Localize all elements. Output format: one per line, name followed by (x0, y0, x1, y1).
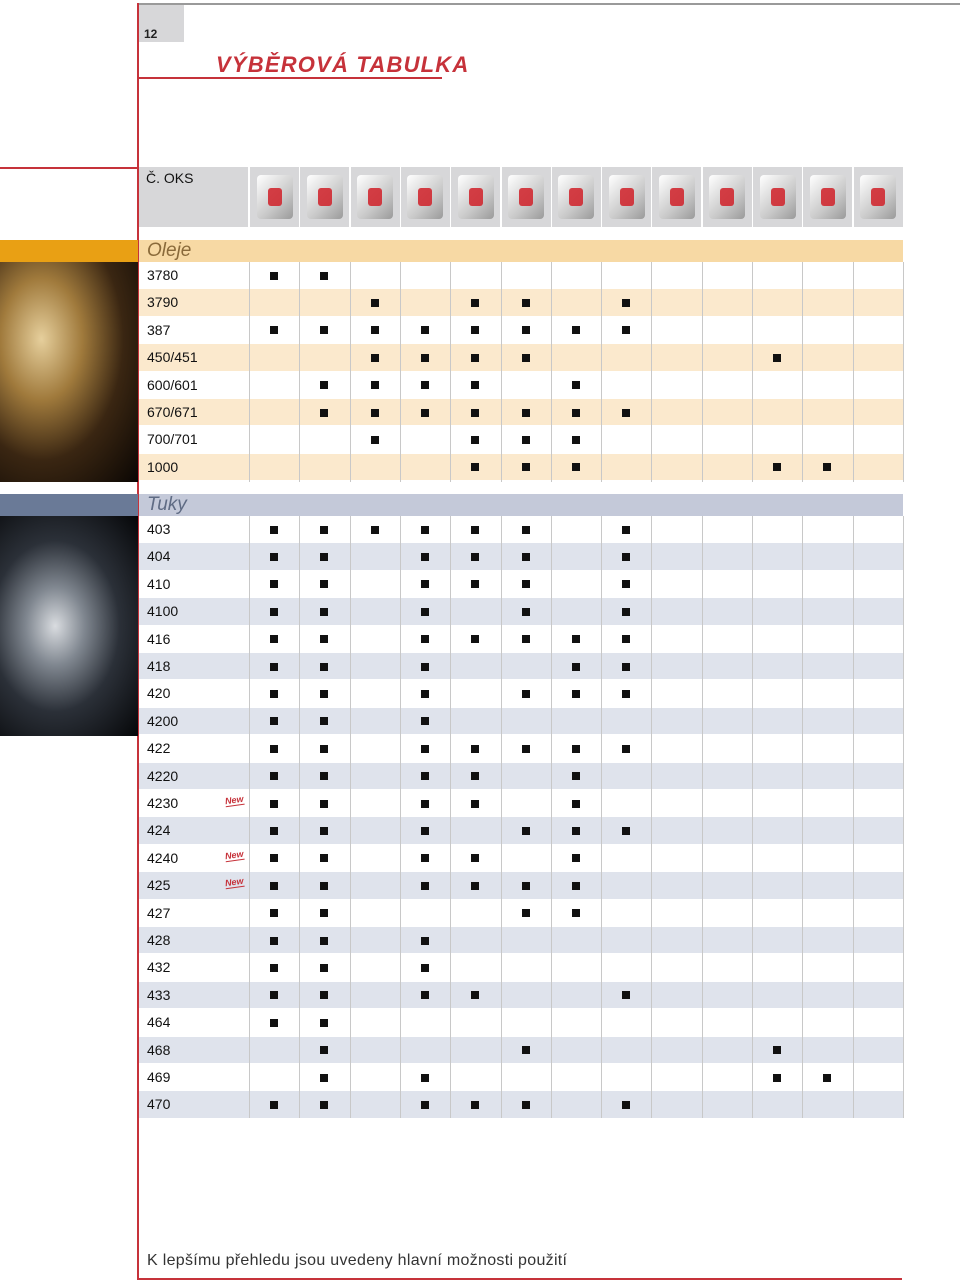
application-mark (320, 326, 328, 334)
bolt-icon-image (659, 175, 695, 219)
grid-column-line (400, 516, 401, 1118)
grid-column-line (853, 516, 854, 1118)
grid-column-line (249, 262, 250, 482)
grid-column-line (249, 516, 250, 1118)
table-row (139, 708, 903, 735)
slide-guide-icon-image (508, 175, 544, 219)
linear-guide-icon (552, 167, 601, 227)
table-row (139, 372, 903, 399)
application-mark (622, 663, 630, 671)
grease-photo-ball-bearing (0, 516, 138, 736)
table-row (139, 543, 903, 570)
table-row (139, 872, 903, 899)
application-mark (270, 745, 278, 753)
application-mark (270, 526, 278, 534)
application-mark (522, 526, 530, 534)
application-mark (572, 772, 580, 780)
table-row (139, 680, 903, 707)
new-badge: New (224, 848, 245, 862)
table-row (139, 1009, 903, 1036)
application-mark (471, 991, 479, 999)
table-row (139, 1091, 903, 1118)
application-mark (522, 409, 530, 417)
application-mark (572, 409, 580, 417)
linear-guide-icon-image (558, 175, 594, 219)
application-mark (320, 854, 328, 862)
product-number: 469 (147, 1069, 171, 1085)
application-mark (270, 690, 278, 698)
table-row (139, 927, 903, 954)
application-mark (622, 553, 630, 561)
frame-top-rule (137, 3, 960, 5)
application-mark (471, 463, 479, 471)
pillow-block-bearing-icon-image (307, 175, 343, 219)
application-mark (421, 526, 429, 534)
new-badge: New (224, 875, 245, 889)
application-mark (471, 854, 479, 862)
table-row (139, 653, 903, 680)
application-mark (421, 1074, 429, 1082)
roller-bearing-icon-image (257, 175, 293, 219)
grid-column-line (350, 516, 351, 1118)
table-row (139, 954, 903, 981)
oil-section-header: Oleje (139, 240, 903, 262)
grid-column-line (350, 262, 351, 482)
pillow-block-bearing-icon (300, 167, 349, 227)
product-number: 470 (147, 1096, 171, 1113)
product-number: 416 (147, 630, 171, 647)
product-number: 464 (147, 1014, 171, 1031)
application-mark (320, 272, 328, 280)
application-mark (572, 800, 580, 808)
application-mark (320, 937, 328, 945)
application-mark (522, 882, 530, 890)
table-row (139, 790, 903, 817)
application-mark (421, 937, 429, 945)
application-mark (320, 1074, 328, 1082)
product-number: 3790 (147, 294, 179, 311)
product-number: 427 (147, 904, 171, 921)
application-mark (270, 937, 278, 945)
application-mark (522, 909, 530, 917)
application-mark (320, 991, 328, 999)
product-number: 1000 (147, 458, 179, 475)
application-mark (622, 608, 630, 616)
application-mark (471, 553, 479, 561)
table-row (139, 399, 903, 426)
application-mark (270, 326, 278, 334)
application-mark (622, 690, 630, 698)
application-mark (320, 827, 328, 835)
product-number: 418 (147, 658, 171, 674)
application-mark (773, 1046, 781, 1054)
product-number: 4240 (147, 849, 179, 866)
application-mark (471, 299, 479, 307)
grease-color-band (0, 494, 138, 516)
application-mark (320, 1019, 328, 1027)
application-mark (471, 526, 479, 534)
valve-icon-image (810, 175, 846, 219)
application-mark (320, 909, 328, 917)
grid-column-line (702, 262, 703, 482)
grid-column-line (903, 516, 904, 1118)
application-mark (522, 1101, 530, 1109)
grid-column-line (601, 516, 602, 1118)
table-row (139, 317, 903, 344)
table-row (139, 571, 903, 598)
application-mark (522, 745, 530, 753)
nut-icon-image (860, 175, 896, 219)
table-row (139, 516, 903, 543)
application-mark (522, 635, 530, 643)
application-mark (572, 827, 580, 835)
table-row (139, 626, 903, 653)
application-mark (572, 635, 580, 643)
application-mark (320, 580, 328, 588)
linkage-icon (451, 167, 500, 227)
application-mark (622, 299, 630, 307)
product-number: 387 (147, 321, 171, 338)
application-mark (270, 635, 278, 643)
product-number: 600/601 (147, 376, 198, 393)
application-mark (320, 1101, 328, 1109)
application-mark (471, 354, 479, 362)
table-row (139, 426, 903, 453)
application-mark (270, 272, 278, 280)
application-mark (572, 745, 580, 753)
table-row (139, 845, 903, 872)
application-mark (522, 463, 530, 471)
new-badge: New (224, 793, 245, 807)
application-mark (471, 1101, 479, 1109)
application-mark (572, 663, 580, 671)
application-mark (320, 882, 328, 890)
product-number: 422 (147, 740, 171, 757)
application-mark (471, 745, 479, 753)
valve-icon (803, 167, 852, 227)
product-number: 4200 (147, 712, 179, 729)
grid-column-line (551, 262, 552, 482)
product-number: 3780 (147, 267, 179, 283)
application-mark (522, 827, 530, 835)
product-number: 410 (147, 575, 171, 592)
application-mark (471, 882, 479, 890)
application-mark (270, 909, 278, 917)
product-number: 424 (147, 822, 171, 839)
table-row (139, 763, 903, 790)
grid-column-line (651, 262, 652, 482)
application-mark (421, 772, 429, 780)
product-number: 670/671 (147, 404, 198, 420)
application-mark (371, 299, 379, 307)
table-row (139, 344, 903, 371)
application-mark (320, 717, 328, 725)
application-mark (371, 526, 379, 534)
bolt-icon (652, 167, 701, 227)
application-mark (622, 1101, 630, 1109)
application-mark (320, 608, 328, 616)
application-mark (522, 608, 530, 616)
application-mark (421, 1101, 429, 1109)
application-mark (421, 409, 429, 417)
nut-icon (854, 167, 903, 227)
product-number: 700/701 (147, 431, 198, 448)
table-row (139, 1037, 903, 1064)
table-row (139, 817, 903, 844)
table-row (139, 900, 903, 927)
product-number: 468 (147, 1041, 171, 1058)
grid-column-line (702, 516, 703, 1118)
page-title: VÝBĚROVÁ TABULKA (216, 52, 470, 77)
product-number: 450/451 (147, 349, 198, 366)
pipe-joint-icon-image (609, 175, 645, 219)
application-mark (270, 772, 278, 780)
grid-column-line (802, 516, 803, 1118)
application-mark (421, 827, 429, 835)
table-row (139, 1064, 903, 1091)
table-row (139, 598, 903, 625)
application-mark (320, 663, 328, 671)
application-mark (773, 1074, 781, 1082)
application-mark (421, 580, 429, 588)
product-number: 432 (147, 959, 171, 976)
pipe-joint-icon (602, 167, 651, 227)
application-mark (572, 436, 580, 444)
application-mark (471, 635, 479, 643)
application-mark (421, 381, 429, 389)
application-mark (622, 526, 630, 534)
application-mark (371, 409, 379, 417)
roller-bearing-icon (250, 167, 299, 227)
slide-guide-icon (502, 167, 551, 227)
product-number: 420 (147, 685, 171, 702)
application-mark (522, 299, 530, 307)
table-row (139, 454, 903, 481)
application-mark (471, 409, 479, 417)
application-mark (371, 326, 379, 334)
application-mark (421, 854, 429, 862)
product-number: 4220 (147, 767, 179, 784)
chuck-icon-image (709, 175, 745, 219)
grid-column-line (450, 262, 451, 482)
application-mark (320, 526, 328, 534)
application-mark (572, 463, 580, 471)
application-mark (421, 326, 429, 334)
application-mark (421, 354, 429, 362)
product-number: 433 (147, 986, 171, 1003)
application-mark (622, 326, 630, 334)
application-mark (320, 1046, 328, 1054)
application-mark (471, 580, 479, 588)
product-number: 4100 (147, 603, 179, 620)
application-mark (572, 854, 580, 862)
application-mark (270, 1101, 278, 1109)
gear-drive-icon-image (357, 175, 393, 219)
application-mark (421, 882, 429, 890)
application-mark (270, 717, 278, 725)
grid-column-line (501, 262, 502, 482)
application-mark (622, 409, 630, 417)
application-mark (421, 964, 429, 972)
application-mark (823, 1074, 831, 1082)
application-mark (522, 1046, 530, 1054)
rod-end-icon-image (407, 175, 443, 219)
table-row (139, 982, 903, 1009)
application-mark (270, 882, 278, 890)
application-mark (320, 690, 328, 698)
application-mark (320, 635, 328, 643)
application-mark (270, 854, 278, 862)
application-mark (371, 354, 379, 362)
linkage-icon-image (458, 175, 494, 219)
application-mark (622, 580, 630, 588)
frame-bottom-rule (137, 1278, 902, 1280)
application-mark (522, 690, 530, 698)
product-number: 404 (147, 548, 171, 565)
application-mark (270, 800, 278, 808)
application-mark (471, 772, 479, 780)
application-mark (320, 553, 328, 561)
application-mark (320, 381, 328, 389)
grid-column-line (601, 262, 602, 482)
application-mark (320, 745, 328, 753)
grid-column-line (400, 262, 401, 482)
application-mark (421, 690, 429, 698)
application-mark (421, 991, 429, 999)
application-mark (421, 608, 429, 616)
application-mark (270, 1019, 278, 1027)
application-mark (622, 635, 630, 643)
o-ring-icon-image (760, 175, 796, 219)
application-mark (471, 436, 479, 444)
o-ring-icon (753, 167, 802, 227)
grid-column-line (903, 262, 904, 482)
application-mark (421, 553, 429, 561)
application-mark (572, 882, 580, 890)
application-mark (522, 354, 530, 362)
application-mark (421, 635, 429, 643)
application-mark (823, 463, 831, 471)
grid-column-line (299, 516, 300, 1118)
application-mark (320, 800, 328, 808)
header-label: Č. OKS (146, 170, 194, 186)
application-mark (270, 827, 278, 835)
application-mark (421, 717, 429, 725)
application-mark (572, 690, 580, 698)
application-mark (471, 800, 479, 808)
grid-column-line (551, 516, 552, 1118)
application-mark (572, 909, 580, 917)
grid-column-line (802, 262, 803, 482)
grease-section-header: Tuky (139, 494, 903, 516)
application-mark (572, 326, 580, 334)
product-number: 403 (147, 521, 171, 537)
grid-column-line (299, 262, 300, 482)
grid-column-line (501, 516, 502, 1118)
application-mark (522, 326, 530, 334)
grid-column-line (752, 262, 753, 482)
footer-note: K lepšímu přehledu jsou uvedeny hlavní možnosti použití (147, 1252, 568, 1269)
application-mark (773, 463, 781, 471)
application-mark (471, 381, 479, 389)
left-accent-line (0, 167, 137, 169)
application-mark (270, 553, 278, 561)
application-mark (622, 745, 630, 753)
application-mark (572, 381, 580, 389)
application-mark (421, 800, 429, 808)
grid-column-line (651, 516, 652, 1118)
product-number: 4230 (147, 795, 179, 811)
application-mark (522, 436, 530, 444)
rod-end-icon (401, 167, 450, 227)
application-mark (773, 354, 781, 362)
application-mark (371, 381, 379, 389)
application-mark (522, 580, 530, 588)
table-row (139, 289, 903, 316)
oil-photo-cage-bearing (0, 262, 138, 482)
application-mark (622, 991, 630, 999)
application-mark (270, 608, 278, 616)
application-mark (270, 991, 278, 999)
grid-column-line (853, 262, 854, 482)
title-underline (137, 77, 442, 79)
application-mark (320, 964, 328, 972)
application-mark (270, 663, 278, 671)
application-mark (270, 580, 278, 588)
application-mark (622, 827, 630, 835)
oil-color-band (0, 240, 138, 262)
application-mark (522, 553, 530, 561)
application-mark (421, 663, 429, 671)
application-mark (371, 436, 379, 444)
grid-column-line (450, 516, 451, 1118)
application-mark (421, 745, 429, 753)
application-mark (320, 772, 328, 780)
application-mark (270, 964, 278, 972)
application-mark (471, 326, 479, 334)
table-row (139, 735, 903, 762)
table-row (139, 262, 903, 289)
gear-drive-icon (351, 167, 400, 227)
grid-column-line (752, 516, 753, 1118)
product-number: 428 (147, 932, 171, 948)
application-mark (320, 409, 328, 417)
page-number: 12 (144, 27, 158, 41)
chuck-icon (703, 167, 752, 227)
product-number: 425 (147, 877, 171, 894)
